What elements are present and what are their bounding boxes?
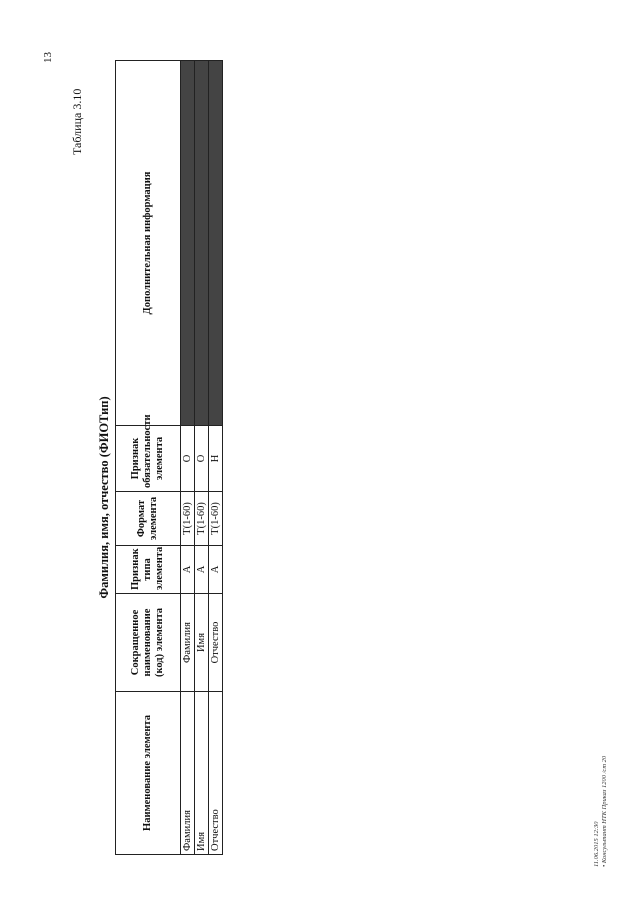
cell-info	[195, 61, 209, 426]
cell-name: Фамилия	[181, 692, 195, 855]
table-header-row	[116, 61, 181, 855]
cell-format: T(1-60)	[209, 492, 223, 546]
table-row	[209, 61, 223, 855]
header-element-code: Сокращенное наименование (код) элемента	[116, 594, 181, 692]
table-title: Фамилия, имя, отчество (ФИОТип)	[97, 396, 111, 599]
cell-info	[181, 61, 195, 426]
cell-type: А	[209, 546, 223, 594]
cell-type: А	[181, 546, 195, 594]
cell-required: Н	[209, 426, 223, 492]
cell-code: Фамилия	[181, 594, 195, 692]
header-element-format: Формат элемента	[116, 492, 181, 546]
footer-stamp	[593, 756, 609, 867]
data-table	[115, 60, 223, 855]
table-row	[181, 61, 195, 855]
cell-required: О	[195, 426, 209, 492]
footer-stamp-line2: • Консультант НТК Приказ 1200 /ст 20	[601, 755, 608, 867]
header-element-required: Признак обязательности элемента	[116, 426, 181, 492]
footer-stamp-line1: 11.06.2015 12:30	[593, 821, 600, 867]
table-row	[195, 61, 209, 855]
header-element-type: Признак типа элемента	[116, 546, 181, 594]
cell-format: T(1-60)	[195, 492, 209, 546]
cell-info	[209, 61, 223, 426]
header-additional-info: Дополнительная информация	[116, 61, 181, 426]
page-number: 13	[42, 52, 54, 63]
table-caption: Таблица 3.10	[70, 88, 84, 155]
cell-required: О	[181, 426, 195, 492]
cell-format: T(1-60)	[181, 492, 195, 546]
cell-name: Имя	[195, 692, 209, 855]
cell-code: Имя	[195, 594, 209, 692]
header-element-name: Наименование элемента	[116, 692, 181, 855]
cell-type: А	[195, 546, 209, 594]
cell-name: Отчество	[209, 692, 223, 855]
cell-code: Отчество	[209, 594, 223, 692]
